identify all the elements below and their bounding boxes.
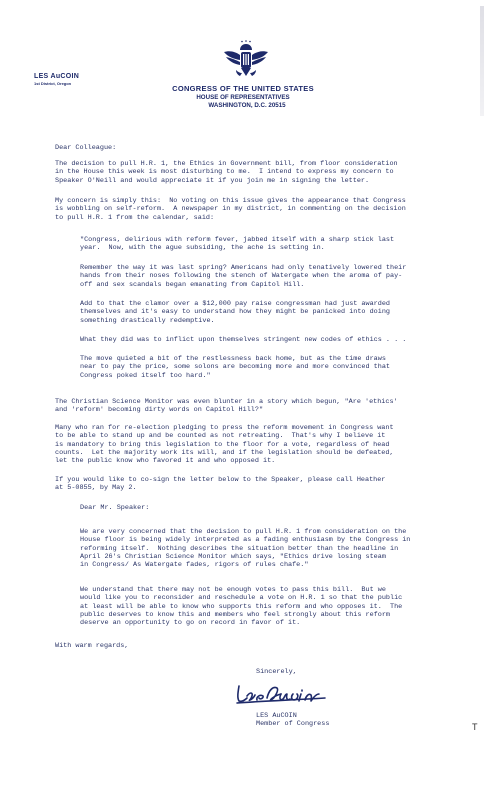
paragraph-1: The decision to pull H.R. 1, the Ethics in Government bill, from floor consideration in the House this week is most disturbing to me. I intend to express my concern to Speaker O'Neill and would appreciate it if you join me in signing the letter. [55,160,398,185]
quote-2: Remember the way it was last spring? Americans had only tenatively lowered their hands from their noses following the stench of Watergate when the aroma of pay- off and sex scandals began emanating from Capitol Hill. [80,264,407,289]
closing: With warm regards, [55,642,129,650]
inner-salutation: Dear Mr. Speaker: [80,504,150,512]
quote-4: What they did was to inflict upon themselves stringent new codes of ethics . . . [80,336,407,344]
letterhead-house: HOUSE OF REPRESENTATIVES [196,94,290,101]
letterhead [0,84,486,109]
paragraph-5: If you would like to co-sign the letter below to the Speaker, please call Heather at 5-0855, by May 2. [55,476,386,493]
salutation: Dear Colleague: [55,144,117,152]
corner-mark: T [472,722,478,732]
paragraph-2: My concern is simply this: No voting on this issue gives the appearance that Congress is wobbling on self-reform. A newspaper in my district, in commenting on the decision to pull H.R. 1 from the calendar, said: [55,197,406,222]
sender-district: 1st District, Oregon [34,81,72,86]
quote-5: The move quieted a bit of the restlessness back home, but as the time draws near to pay the price, some solons are becoming more and more convinced that Congress poked itself too hard." [80,355,390,380]
quote-1: "Congress, delirious with reform fever, jabbed itself with a sharp stick last year. Now, with the ague subsiding, the ache is setting in. [80,236,395,253]
eagle-seal-icon [222,40,270,82]
sender-name: LES AuCOIN [34,73,80,80]
paragraph-6: We are very concerned that the decision to pull H.R. 1 from consideration on the House floor is being widely interpreted as a fading enthusiasm by the Congress in reforming itself. Nothing describes the situation better than the headline in April 26's Christian Science Monitor which says, "Ethics drive losing steam in Congress/ As Watergate fades, rigors of rules chafe." [80,528,411,570]
signatory-title: Member of Congress [256,720,330,728]
letterhead-address: WASHINGTON, D.C. 20515 [208,102,286,109]
signatory-name: LES AuCOIN [256,712,297,720]
paragraph-3: The Christian Science Monitor was even blunter in a story which begun, "Are 'ethics' and 'reform' becoming dirty words on Capitol Hill?" [55,398,398,415]
letterhead-congress: CONGRESS OF THE UNITED STATES [172,84,314,93]
handwritten-signature [233,680,329,706]
paragraph-4: Many who ran for re-election pledging to press the reform movement in Congress want to be able to stand up and be counted as not retreating. That's why I believe it is mandatory to bring this legislation to the floor for a vote, regardless of head counts. Let the majority work its will, and if the legislation should be defeated, let the public know who favored it and who opposed it. [55,424,394,466]
paragraph-7: We understand that there may not be enough votes to pass this bill. But we would like you to reconsider and reschedule a vote on H.R. 1 so that the public at least will be able to know who supports this reform and who opposes it. The public deserves to know this and members who feel strongly about this reform deserve an opportunity to go on record in favor of it. [80,586,403,628]
sincerely: Sincerely, [256,668,297,676]
quote-3: Add to that the clamor over a $12,000 pay raise congressman had just awarded themselves and it's easy to understand how they might be panicked into doing something drastically redemptive. [80,300,390,325]
